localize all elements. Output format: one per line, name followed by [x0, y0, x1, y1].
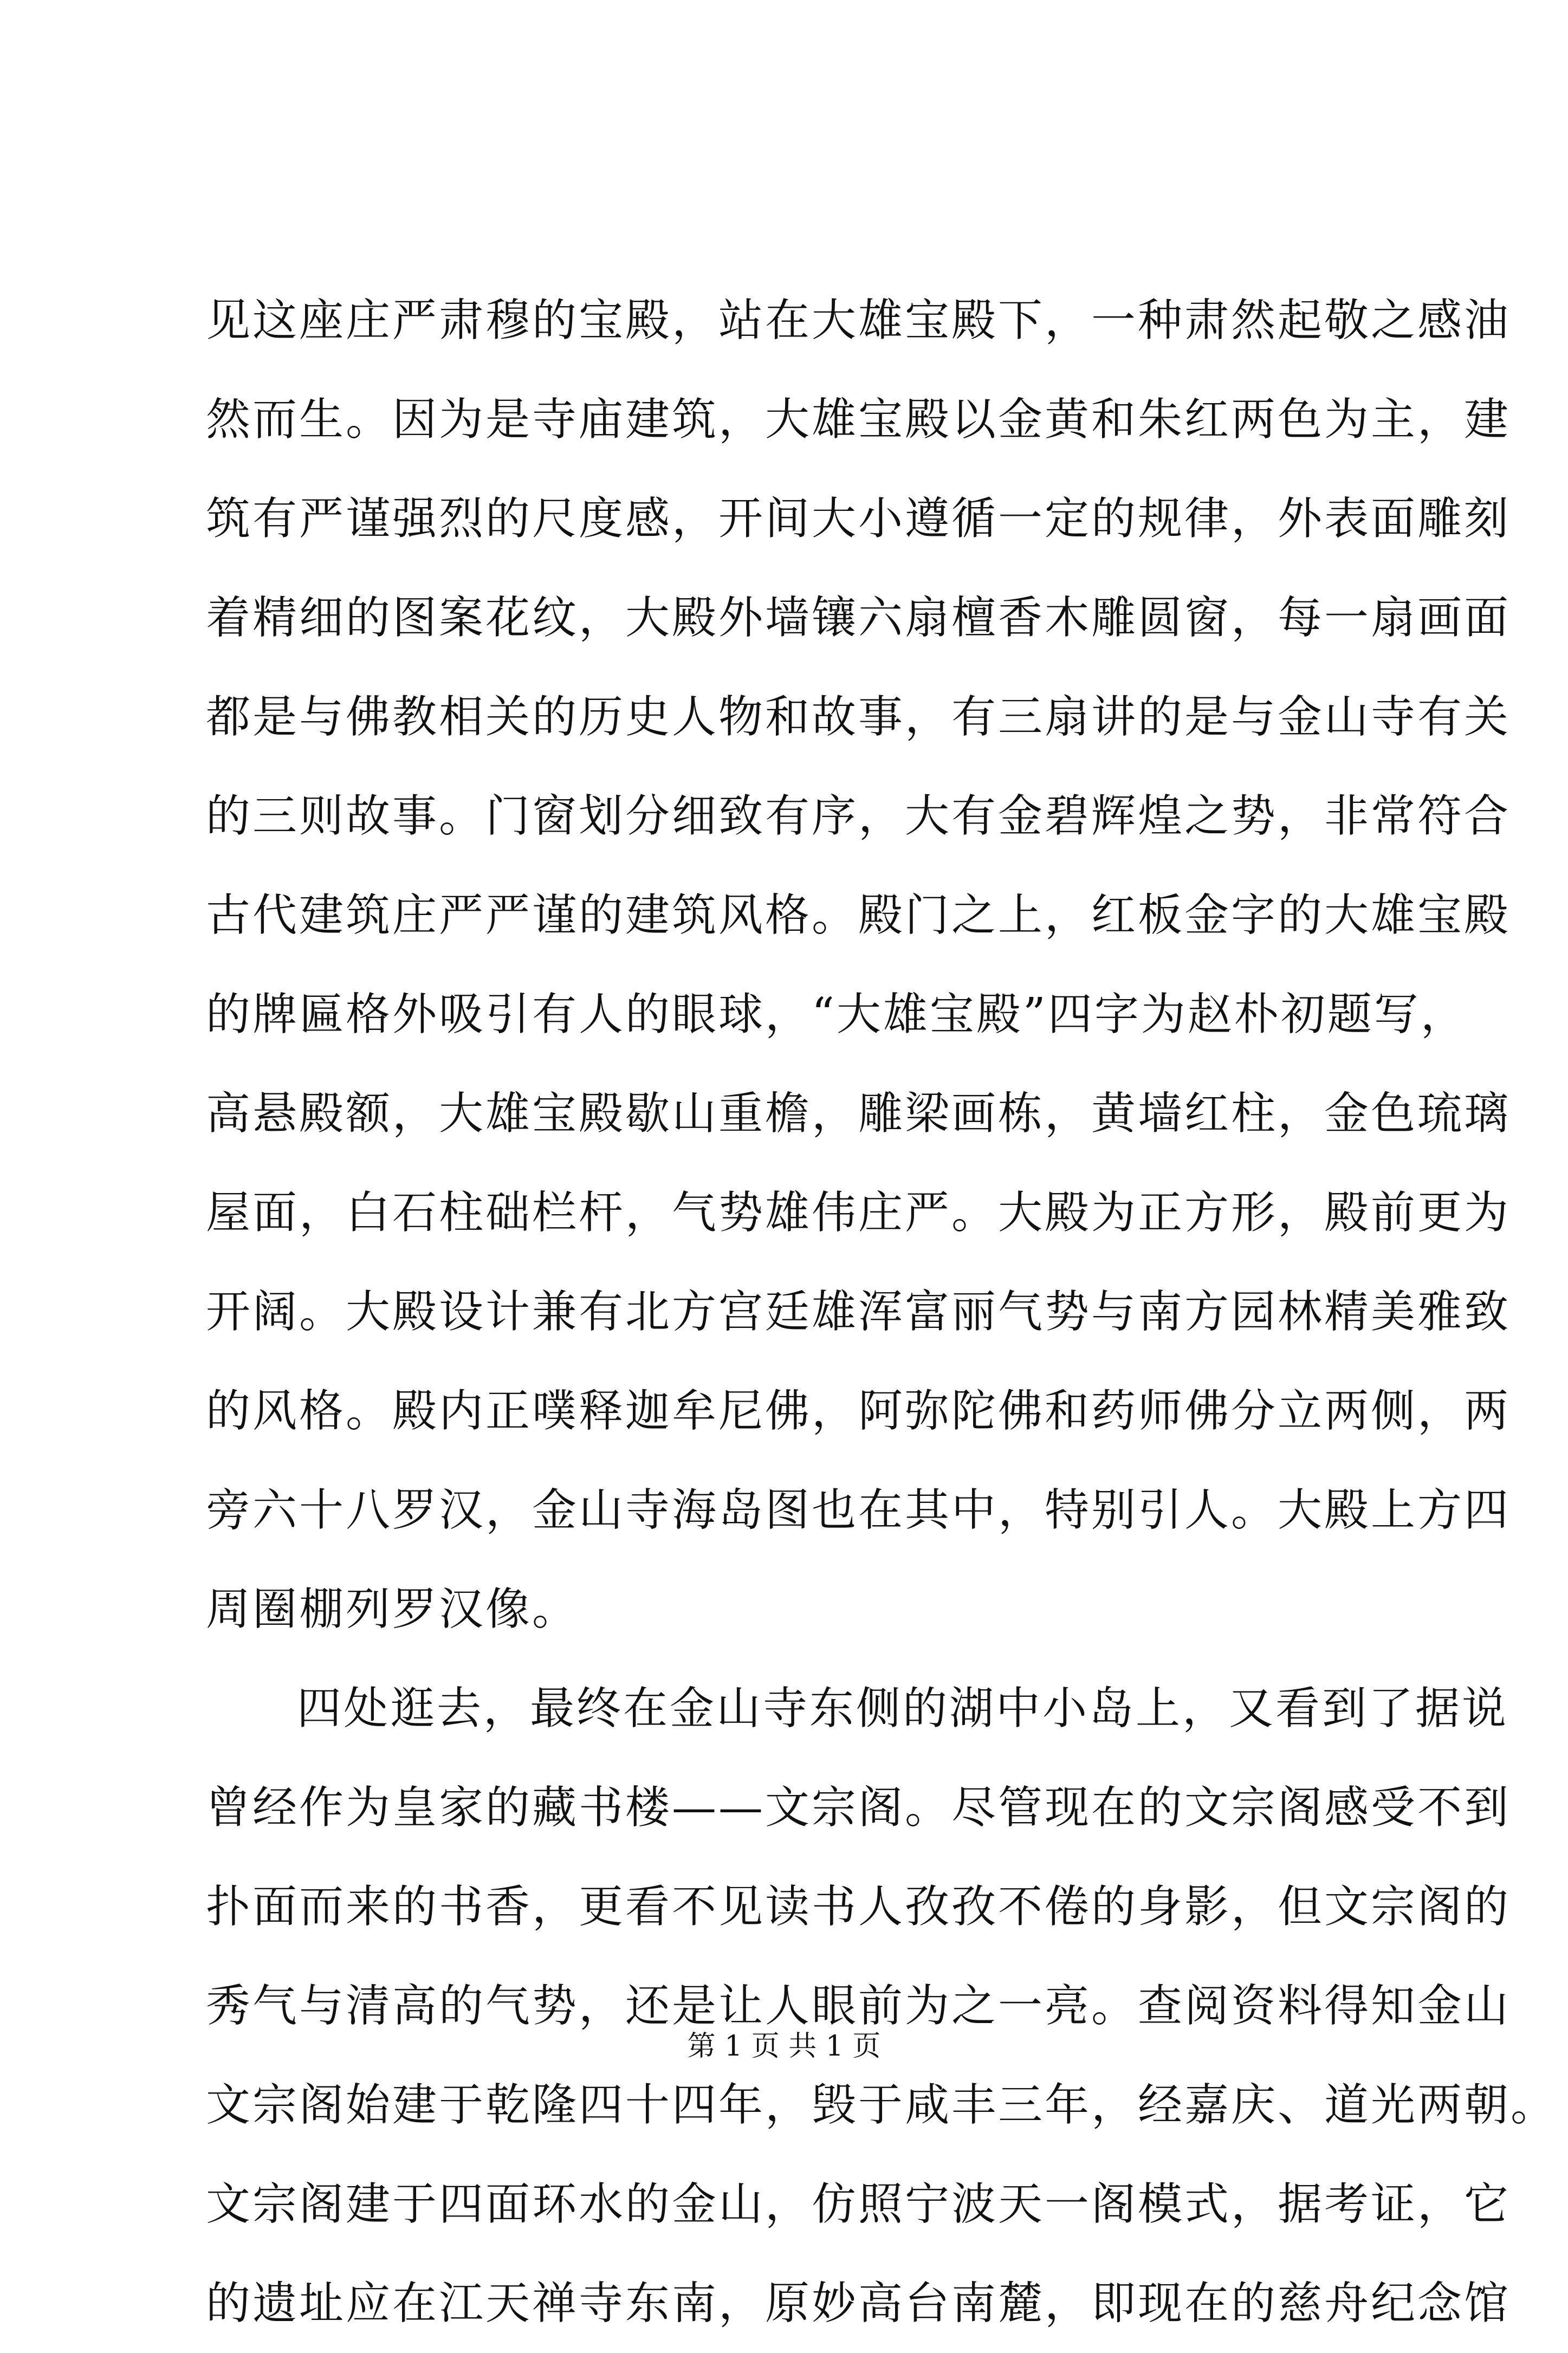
- text-line: 筑有严谨强烈的尺度感，开间大小遵循一定的规律，外表面雕刻: [206, 493, 1511, 545]
- text-line: 都是与佛教相关的历史人物和故事，有三扇讲的是与金山寺有关: [206, 691, 1511, 743]
- text-line: 扑面而来的书香，更看不见读书人孜孜不倦的身影，但文宗阁的: [206, 1881, 1511, 1933]
- text-line: 的遗址应在江天禅寺东南，原妙高台南麓，即现在的慈舟纪念馆: [206, 2278, 1511, 2329]
- text-line: 秀气与清高的气势，还是让人眼前为之一亮。查阅资料得知金山: [206, 1980, 1511, 2032]
- text-line: 的风格。殿内正噗释迦牟尼佛，阿弥陀佛和药师佛分立两侧，两: [206, 1385, 1511, 1437]
- text-line: 文宗阁建于四面环水的金山，仿照宁波天一阁模式，据考证，它: [206, 2179, 1511, 2230]
- text-line: 屋面，白石柱础栏杆，气势雄伟庄严。大殿为正方形，殿前更为: [206, 1187, 1511, 1239]
- page-footer: 第 1 页 共 1 页: [687, 2030, 881, 2063]
- text-line: 然而生。因为是寺庙建筑，大雄宝殿以金黄和朱红两色为主，建: [206, 394, 1511, 445]
- text-line: 古代建筑庄严严谨的建筑风格。殿门之上，红板金字的大雄宝殿: [206, 890, 1511, 941]
- text-line: 见这座庄严肃穆的宝殿，站在大雄宝殿下，一种肃然起敬之感油: [206, 295, 1511, 346]
- text-line: 高悬殿额，大雄宝殿歇山重檐，雕梁画栋，黄墙红柱，金色琉璃: [206, 1088, 1511, 1139]
- text-line: 的牌匾格外吸引有人的眼球，“大雄宝殿”四字为赵朴初题写，: [206, 989, 1467, 1040]
- text-line: 旁六十八罗汉，金山寺海岛图也在其中，特别引人。大殿上方四: [206, 1485, 1511, 1536]
- text-line: 文宗阁始建于乾隆四十四年，毁于咸丰三年，经嘉庆、道光两朝。: [206, 2079, 1558, 2131]
- text-line: 的三则故事。门窗划分细致有序，大有金碧辉煌之势，非常符合: [206, 790, 1511, 842]
- text-line: 着精细的图案花纹，大殿外墙镶六扇檀香木雕圆窗，每一扇画面: [206, 592, 1511, 644]
- text-line: 曾经作为皇家的藏书楼——文宗阁。尽管现在的文宗阁感受不到: [206, 1782, 1511, 1833]
- text-line: 周圈棚列罗汉像。: [206, 1584, 579, 1635]
- text-line: 开阔。大殿设计兼有北方宫廷雄浑富丽气势与南方园林精美雅致: [206, 1286, 1511, 1338]
- text-line: 四处逛去，最终在金山寺东侧的湖中小岛上，又看到了据说: [297, 1683, 1509, 1734]
